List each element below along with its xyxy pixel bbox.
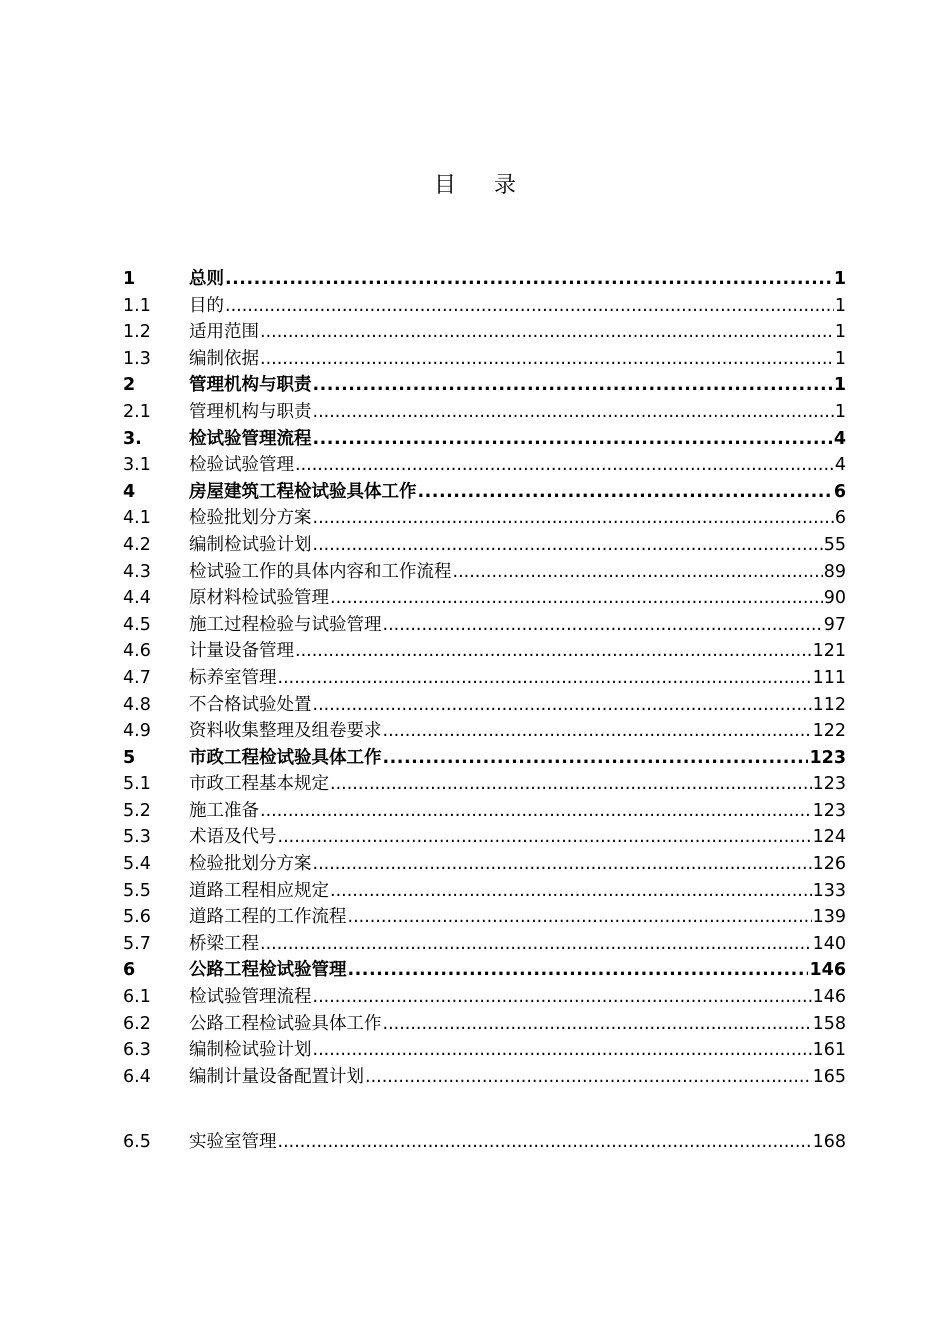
toc-entry[interactable] (123, 984, 846, 1011)
toc-entry-title: 市政工程检试验具体工作 (189, 747, 382, 768)
toc-entry-number: 4.3 (123, 561, 151, 582)
toc-dot-leader (330, 771, 812, 798)
toc-dot-leader (295, 638, 812, 665)
toc-entry-page: 4 (833, 428, 846, 449)
toc-entry-page: 111 (812, 667, 846, 688)
toc-dot-leader (260, 931, 812, 958)
toc-entry[interactable] (123, 293, 846, 320)
toc-entry[interactable] (123, 479, 846, 506)
toc-entry-title: 管理机构与职责 (189, 375, 312, 396)
toc-entry-page: 126 (812, 854, 846, 875)
toc-entry[interactable] (123, 638, 846, 665)
page-title-char-1: 目 (433, 173, 456, 198)
toc-entry-number: 5.3 (123, 827, 151, 848)
toc-entry-page: 89 (823, 561, 846, 582)
toc-entry-title: 实验室管理 (189, 1132, 277, 1153)
toc-entry-page: 1 (833, 269, 846, 289)
toc-entry-page: 1 (834, 401, 846, 422)
toc-entry[interactable] (123, 745, 846, 772)
toc-entry-title: 市政工程基本规定 (189, 774, 329, 795)
toc-entry-page: 140 (812, 933, 846, 954)
toc-entry-number: 4.7 (123, 667, 151, 688)
toc-entry-number: 5 (123, 747, 136, 768)
toc-entry[interactable] (123, 452, 846, 479)
toc-entry-page: 146 (809, 960, 846, 981)
toc-dot-leader (225, 266, 833, 293)
toc-entry-title: 道路工程的工作流程 (189, 907, 347, 928)
toc-entry-number: 5.4 (123, 854, 151, 875)
toc-entry-page: 133 (812, 880, 846, 901)
toc-entry-page: 124 (812, 827, 846, 848)
toc-entry-title: 总则 (189, 269, 224, 289)
toc-dot-leader (313, 426, 833, 453)
toc-entry-title: 检验批划分方案 (189, 854, 312, 875)
toc-entry[interactable] (123, 266, 846, 293)
toc-entry-number: 6.4 (123, 1066, 151, 1087)
toc-entry-number: 1.2 (123, 322, 151, 343)
toc-entry-number: 4.5 (123, 614, 151, 635)
toc-entry-page: 165 (812, 1066, 846, 1087)
toc-entry-number: 5.5 (123, 880, 151, 901)
toc-dot-leader (313, 1037, 812, 1064)
toc-entry[interactable] (123, 957, 846, 984)
toc-entry[interactable] (123, 904, 846, 931)
toc-entry-page: 168 (812, 1132, 846, 1153)
page-title-char-2: 录 (494, 173, 517, 198)
toc-entry[interactable] (123, 319, 846, 346)
toc-entry-page: 139 (812, 907, 846, 928)
toc-dot-leader (313, 505, 834, 532)
toc-entry[interactable] (123, 824, 846, 851)
toc-dot-leader (260, 798, 812, 825)
toc-entry[interactable] (123, 1011, 846, 1038)
toc-dot-leader (313, 372, 833, 399)
toc-dot-leader (348, 904, 812, 931)
toc-entry-title: 不合格试验处置 (189, 694, 312, 715)
toc-dot-leader (260, 319, 834, 346)
toc-entry-page: 123 (812, 774, 846, 795)
toc-entry-page: 121 (812, 641, 846, 662)
toc-entry[interactable] (123, 372, 846, 399)
toc-entry-page: 1 (834, 295, 846, 316)
toc-entry-title: 编制检试验计划 (189, 1040, 312, 1061)
toc-entry[interactable] (123, 1129, 846, 1156)
toc-entry-page: 146 (812, 987, 846, 1008)
toc-entry-number: 6.2 (123, 1013, 151, 1034)
toc-entry-number: 2 (123, 375, 136, 396)
toc-entry-number: 4.1 (123, 508, 151, 529)
toc-entry-number: 2.1 (123, 401, 151, 422)
toc-entry-title: 目的 (189, 295, 224, 316)
toc-dot-leader (260, 346, 834, 373)
toc-dot-leader (365, 1064, 812, 1091)
toc-entry[interactable] (123, 399, 846, 426)
toc-entry-title: 资料收集整理及组卷要求 (189, 721, 382, 742)
toc-entry-title: 桥梁工程 (189, 933, 259, 954)
toc-dot-leader (295, 452, 834, 479)
toc-dot-leader (383, 745, 809, 772)
toc-entry-title: 检试验工作的具体内容和工作流程 (189, 561, 452, 582)
toc-entry-title: 原材料检试验管理 (189, 588, 329, 609)
toc-entry-title: 房屋建筑工程检试验具体工作 (189, 481, 417, 502)
toc-dot-leader (313, 692, 812, 719)
toc-dot-leader (278, 1129, 812, 1156)
toc-entry-title: 适用范围 (189, 322, 259, 343)
toc-entry-title: 公路工程检试验管理 (189, 960, 347, 981)
toc-entry[interactable] (123, 612, 846, 639)
toc-entry-number: 6 (123, 960, 136, 981)
toc-dot-leader (313, 399, 834, 426)
toc-entry-title: 术语及代号 (189, 827, 277, 848)
toc-dot-leader (313, 984, 812, 1011)
toc-entry-number: 5.7 (123, 933, 151, 954)
toc-entry-title: 标养室管理 (189, 667, 277, 688)
toc-entry[interactable] (123, 718, 846, 745)
toc-entry-page: 1 (833, 375, 846, 396)
toc-dot-leader (383, 612, 823, 639)
toc-entry[interactable] (123, 426, 846, 453)
toc-entry-page: 6 (833, 481, 846, 502)
toc-entry-page: 123 (812, 800, 846, 821)
toc-dot-leader (313, 851, 812, 878)
toc-entry-page: 90 (823, 588, 846, 609)
toc-dot-leader (313, 532, 823, 559)
toc-entry-title: 施工过程检验与试验管理 (189, 614, 382, 635)
toc-entry[interactable] (123, 505, 846, 532)
toc-entry-title: 施工准备 (189, 800, 259, 821)
toc-entry-title: 计量设备管理 (189, 641, 294, 662)
toc-entry-page: 1 (834, 348, 846, 369)
toc-entry-title: 编制依据 (189, 348, 259, 369)
toc-entry-title: 编制计量设备配置计划 (189, 1066, 364, 1087)
toc-entry-number: 3.1 (123, 455, 151, 476)
toc-dot-leader (418, 479, 833, 506)
toc-entry-page: 1 (834, 322, 846, 343)
toc-entry-title: 道路工程相应规定 (189, 880, 329, 901)
toc-entry-number: 1.1 (123, 295, 151, 316)
toc-dot-leader (225, 293, 834, 320)
toc-entry-number: 3. (123, 428, 142, 449)
toc-dot-leader (278, 665, 812, 692)
toc-entry-page: 112 (812, 694, 846, 715)
toc-dot-leader (278, 824, 812, 851)
toc-entry-number: 6.1 (123, 987, 151, 1008)
toc-dot-leader (383, 1011, 812, 1038)
toc-entry-number: 5.1 (123, 774, 151, 795)
toc-entry-page: 55 (823, 534, 846, 555)
toc-dot-leader (330, 878, 812, 905)
toc-entry-page: 4 (834, 455, 846, 476)
toc-entry[interactable] (123, 1037, 846, 1064)
toc-dot-leader (348, 957, 809, 984)
toc-entry-page: 161 (812, 1040, 846, 1061)
toc-entry-title: 检试验管理流程 (189, 987, 312, 1008)
toc-dot-leader (453, 559, 823, 586)
toc-entry-number: 5.6 (123, 907, 151, 928)
toc-entry[interactable] (123, 559, 846, 586)
toc-entry[interactable] (123, 1064, 846, 1091)
toc-entry[interactable] (123, 532, 846, 559)
toc-entry[interactable] (123, 346, 846, 373)
toc-entry-title: 检验批划分方案 (189, 508, 312, 529)
toc-entry-number: 4 (123, 481, 136, 502)
toc-entry-title: 管理机构与职责 (189, 401, 312, 422)
toc-dot-leader (383, 718, 812, 745)
toc-entry[interactable] (123, 665, 846, 692)
toc-entry-number: 5.2 (123, 800, 151, 821)
toc-entry-number: 1 (123, 269, 136, 289)
toc-entry-page: 6 (834, 508, 846, 529)
toc-entry-title: 编制检试验计划 (189, 534, 312, 555)
toc-entry[interactable] (123, 798, 846, 825)
toc-entry-page: 123 (809, 747, 846, 768)
toc-entry-number: 4.9 (123, 721, 151, 742)
toc-dot-leader (330, 585, 823, 612)
toc-entry-page: 97 (823, 614, 846, 635)
toc-entry-number: 4.2 (123, 534, 151, 555)
toc-entry-number: 6.5 (123, 1132, 151, 1153)
toc-entry-number: 6.3 (123, 1040, 151, 1061)
toc-entry[interactable] (123, 851, 846, 878)
toc-entry[interactable] (123, 931, 846, 958)
toc-entry-number: 1.3 (123, 348, 151, 369)
toc-entry[interactable] (123, 585, 846, 612)
toc-entry-title: 检验试验管理 (189, 455, 294, 476)
toc-entry-number: 4.6 (123, 641, 151, 662)
toc-entry-title: 检试验管理流程 (189, 428, 312, 449)
toc-entry-number: 4.8 (123, 694, 151, 715)
toc-entry-number: 4.4 (123, 588, 151, 609)
toc-entry[interactable] (123, 878, 846, 905)
toc-entry[interactable] (123, 771, 846, 798)
table-of-contents (123, 266, 846, 1156)
page-title (0, 168, 950, 199)
toc-entry-page: 158 (812, 1013, 846, 1034)
toc-entry[interactable] (123, 692, 846, 719)
toc-entry-page: 122 (812, 721, 846, 742)
toc-entry-title: 公路工程检试验具体工作 (189, 1013, 382, 1034)
